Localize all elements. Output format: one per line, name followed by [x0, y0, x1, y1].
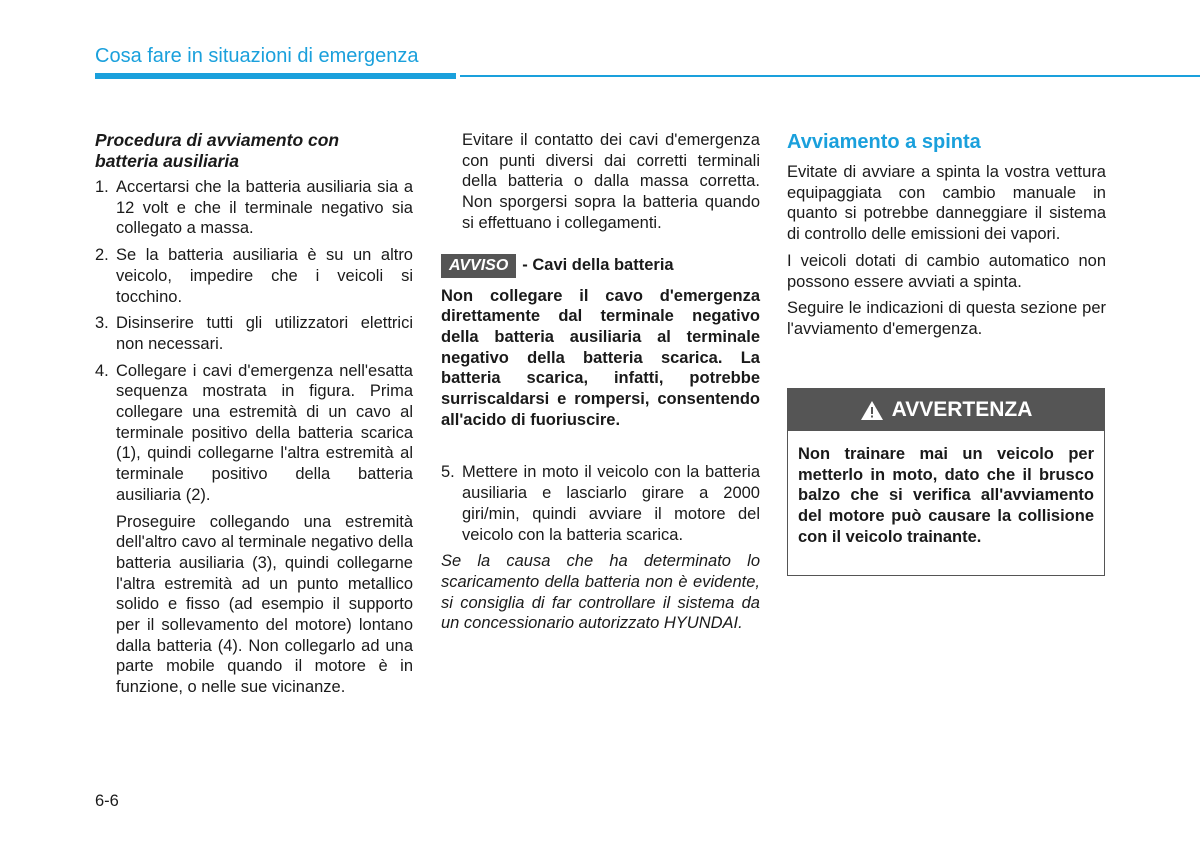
procedure-heading-line2: batteria ausiliaria	[95, 151, 239, 171]
header-rule	[460, 75, 1200, 77]
column-right	[787, 130, 1106, 346]
step-5	[441, 462, 760, 545]
step-number: 5.	[441, 463, 455, 482]
step-3	[95, 313, 413, 354]
step-number: 3.	[95, 314, 109, 333]
notice-title: - Cavi della batteria	[522, 256, 674, 275]
warning-header	[788, 389, 1104, 431]
warning-box	[787, 388, 1105, 576]
step-text: Mettere in moto il veicolo con la batteria ausiliaria e lasciarlo girare a 2000 giri/min, quindi avviare il motore del veicolo con la batteria scarica.	[462, 463, 760, 544]
step-text: Collegare i cavi d'emergenza nell'esatta sequenza mostrata in figura. Prima collegare una estremità di un cavo al terminale positivo della batteria scarica (1), quindi collegarne l'altra estremità al terminale positivo della batteria ausiliaria (2).	[116, 361, 413, 504]
step-text: Se la batteria ausiliaria è su un altro veicolo, impedire che i veicoli si tocchino.	[116, 246, 413, 306]
paragraph: Evitate di avviare a spinta la vostra vettura equipaggiata con cambio manuale in quanto si potrebbe danneggiare il sistema di controllo delle emissioni dei vapori.	[787, 163, 1106, 244]
page-number: 6-6	[95, 792, 119, 810]
step-4-continuation-2: Evitare il contatto dei cavi d'emergenza con punti diversi dai corretti terminali della batteria o dalla massa corretta. Non sporgersi sopra la batteria quando si effettuano i collegamenti.	[462, 131, 760, 232]
warning-triangle-icon	[860, 400, 884, 421]
step-2	[95, 245, 413, 307]
step-1	[95, 177, 413, 239]
step-number: 1.	[95, 178, 109, 196]
notice-heading	[441, 254, 760, 278]
procedure-heading	[95, 130, 413, 172]
column-left	[95, 130, 413, 698]
italic-note: Se la causa che ha determinato lo scaricamento della batteria non è evidente, si consiglia di far controllare il sistema da un concessionario autorizzato HYUNDAI.	[441, 552, 760, 633]
paragraph: I veicoli dotati di cambio automatico non possono essere avviati a spinta.	[787, 251, 1106, 291]
step-text: Accertarsi che la batteria ausiliaria sia a 12 volt e che il terminale negativo sia collegato a massa.	[116, 178, 413, 238]
procedure-heading-line1: Procedura di avviamento con	[95, 130, 340, 150]
paragraph: Seguire le indicazioni di questa sezione per l'avviamento d'emergenza.	[787, 299, 1106, 338]
step-4-continuation: Proseguire collegando una estremità dell'altro cavo al terminale negativo della batteria ausiliaria (3), quindi collegarne l'altra estremità ad un punto metallico solido e fisso (ad esempio il supporto per il sollevamento del motore) lontano dalla batteria (4). Non collegarlo ad una parte mobile quando il motore è in funzione, o nelle sue vicinanze.	[116, 512, 413, 697]
notice-text: Non collegare il cavo d'emergenza direttamente dal terminale negativo della batteria ausiliaria al terminale negativo della batteria scarica. La batteria scarica, infatti, potrebbe surriscaldarsi e rompersi, consentendo all'acido di fuoriuscire.	[441, 286, 760, 429]
push-start-title: Avviamento a spinta	[787, 131, 981, 153]
warning-text: Non trainare mai un veicolo per metterlo in moto, dato che il brusco balzo che si verifica all'avviamento del motore può causare la collisione con il veicolo trainante.	[798, 445, 1094, 546]
step-number: 4.	[95, 361, 109, 380]
step-text: Disinserire tutti gli utilizzatori elettrici non necessari.	[116, 314, 413, 353]
notice-badge: AVVISO	[441, 254, 516, 278]
step-number: 2.	[95, 246, 109, 265]
header-accent-bar	[95, 73, 456, 79]
step-4	[95, 361, 413, 506]
section-title-header: Cosa fare in situazioni di emergenza	[95, 45, 419, 67]
column-middle	[441, 130, 760, 634]
warning-title: AVVERTENZA	[891, 398, 1033, 421]
